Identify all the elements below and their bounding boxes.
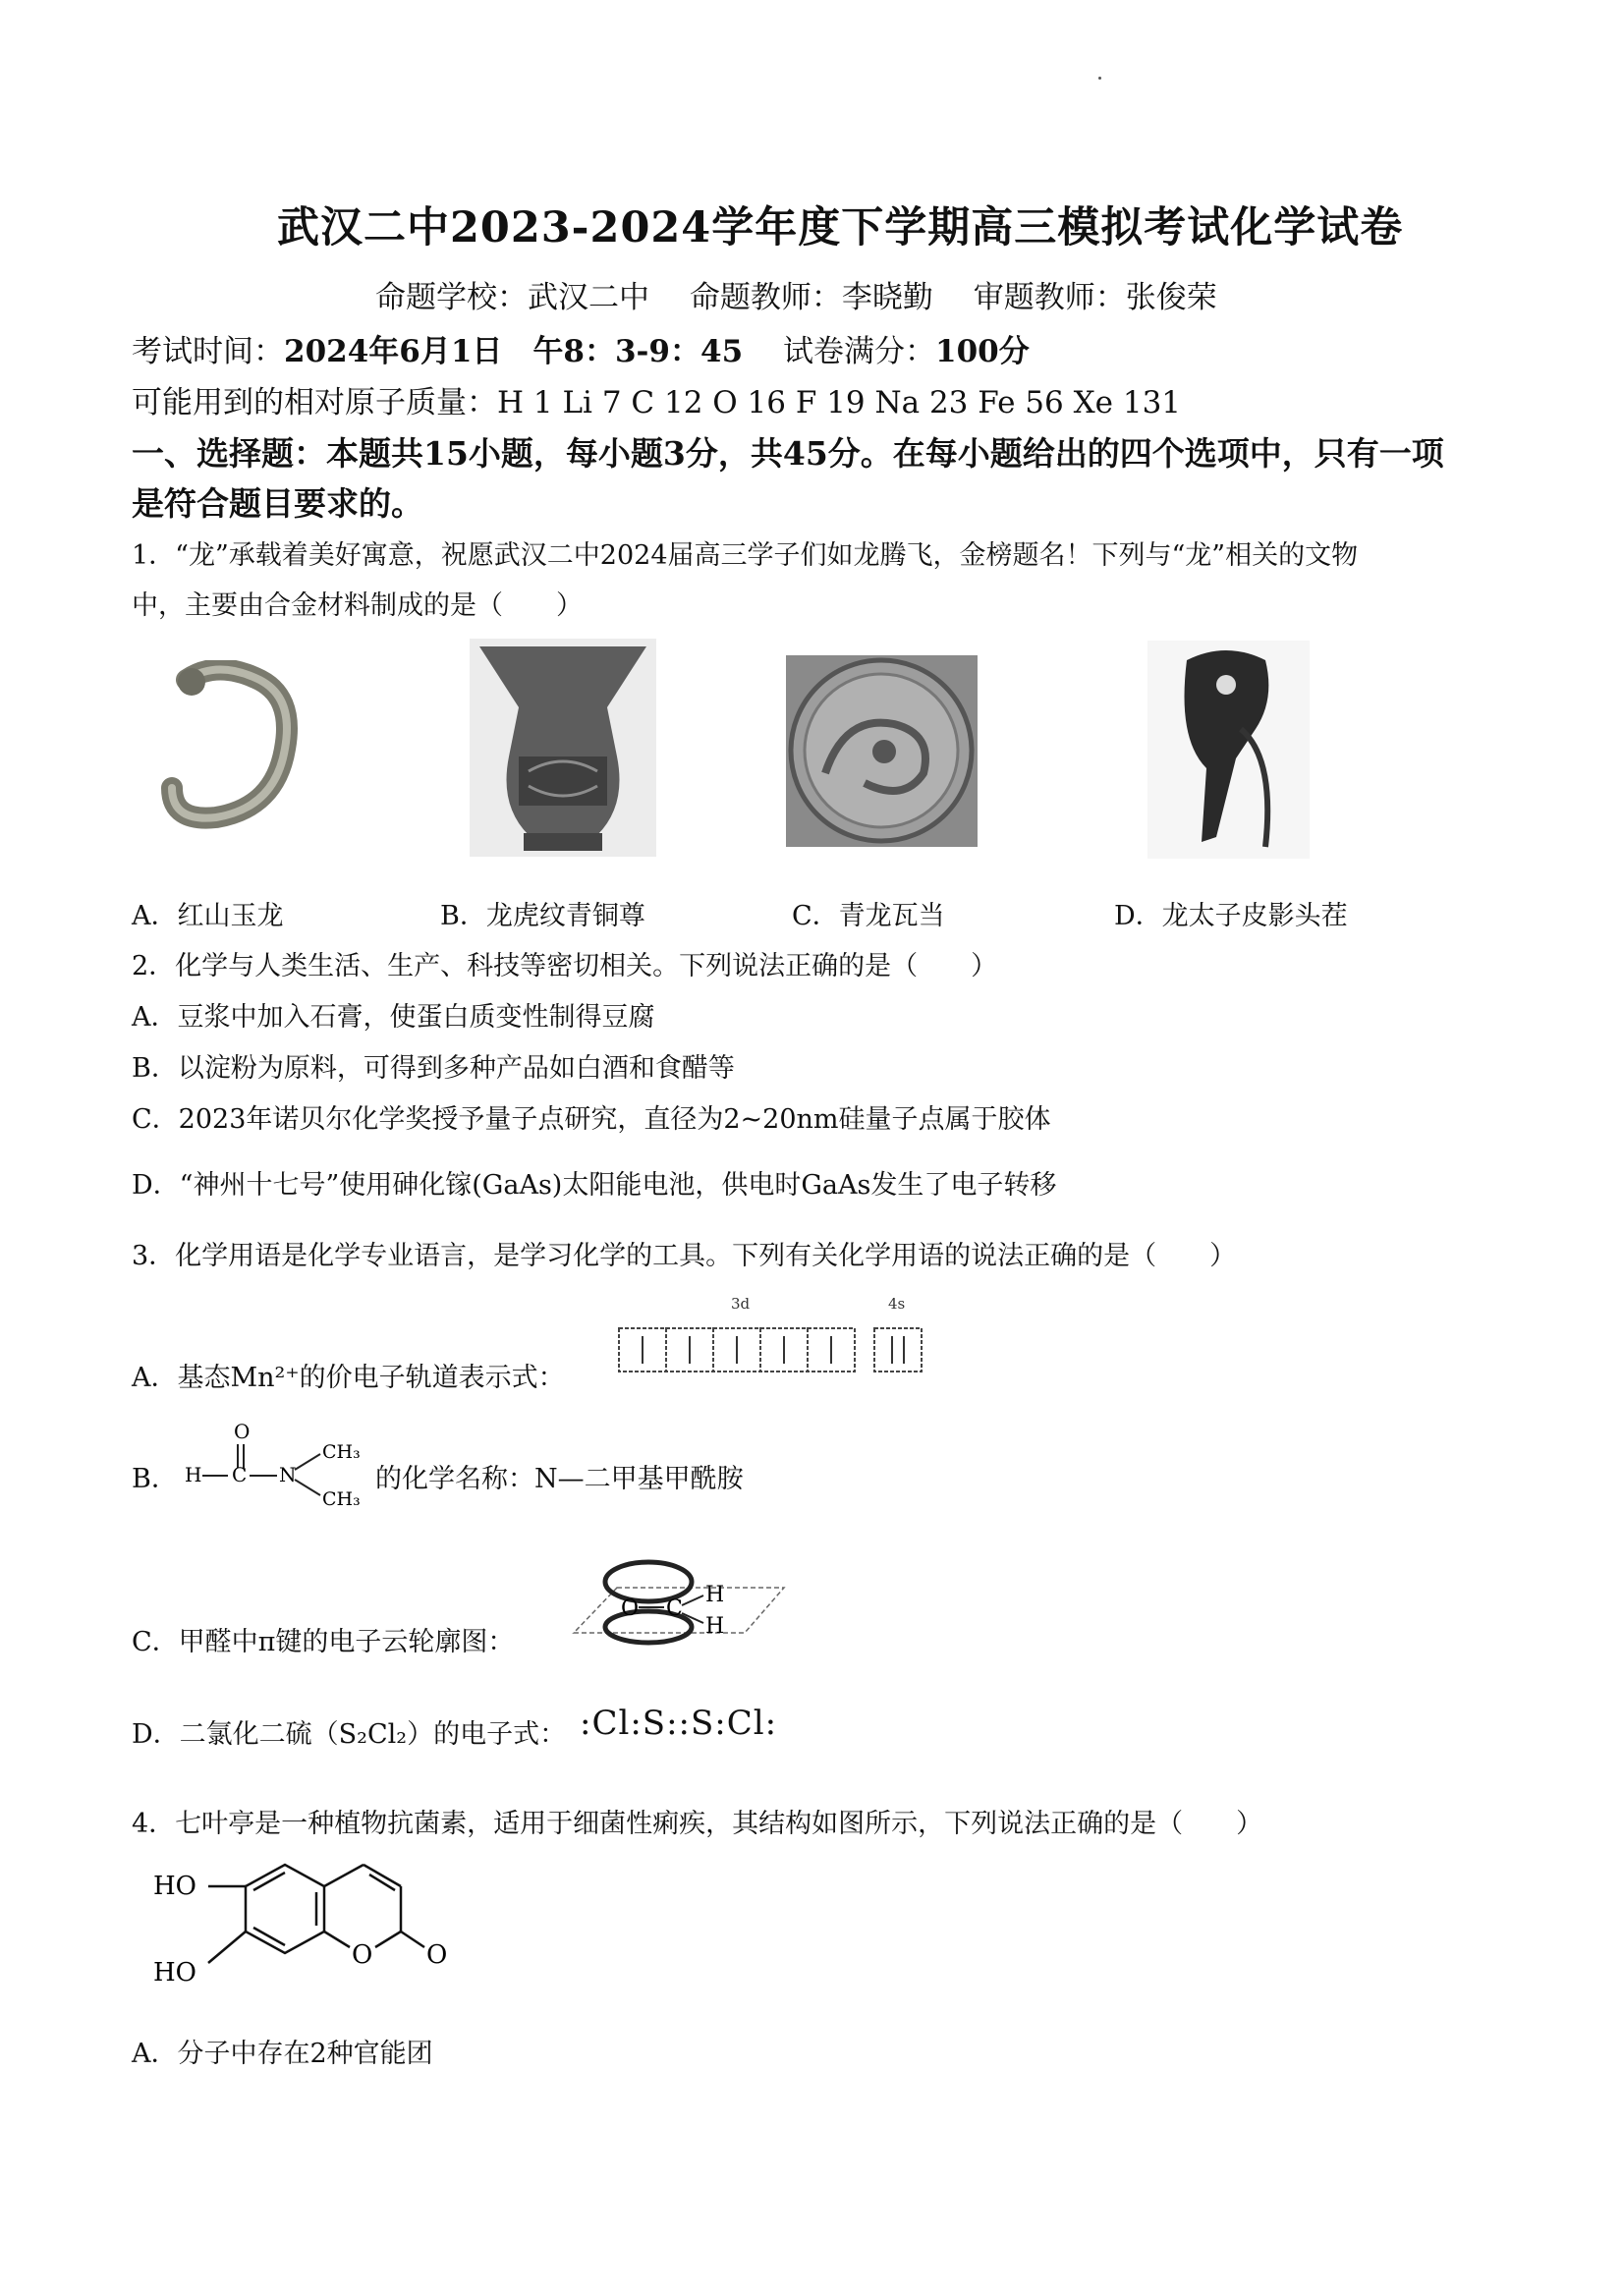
esculetin-structure — [147, 1855, 462, 1992]
section-heading-line1: 一、选择题：本题共15小题，每小题3分，共45分。在每小题给出的四个选项中，只有一项 — [132, 434, 1444, 473]
author-label: 命题教师：李晓勤 — [689, 280, 933, 315]
bronze-zun-image — [470, 639, 656, 857]
atomic-mass-line: 可能用到的相对原子质量：H 1 Li 7 C 12 O 16 F 19 Na 23 Fe 56 Xe 131 — [132, 385, 1182, 420]
cloud-c: C — [666, 1596, 683, 1621]
q1-stem-line1: 1．“龙”承载着美好寓意，祝愿武汉二中2024届高三学子们如龙腾飞，金榜题名！下列与“龙”相关的文物 — [132, 540, 1359, 571]
reviewer-label: 审题教师：张俊荣 — [973, 280, 1217, 315]
q1-option-c: C．青龙瓦当 — [792, 901, 945, 931]
cloud-o: O — [621, 1596, 640, 1621]
dmf-h: H — [185, 1463, 202, 1486]
dmf-n: N — [279, 1463, 297, 1486]
q3-option-b-suffix: 的化学名称：N—二甲基甲酰胺 — [375, 1464, 744, 1494]
cloud-h2: H — [705, 1614, 725, 1639]
full-score-label: 试卷满分： — [783, 334, 935, 369]
exam-time-value: 2024年6月1日 午8：3-9：45 — [284, 334, 744, 369]
page-title: 武汉二中2023-2024学年度下学期高三模拟考试化学试卷 — [277, 203, 1404, 252]
full-score-value: 100分 — [935, 334, 1030, 369]
dmf-ch3-top: CH₃ — [322, 1441, 361, 1463]
school-label: 命题学校：武汉二中 — [375, 280, 649, 315]
orbital-3d-label: 3d — [731, 1295, 751, 1313]
ho-top-label: HO — [153, 1872, 196, 1901]
q3-option-b-prefix: B． — [132, 1464, 178, 1494]
exam-time-label: 考试时间： — [132, 334, 284, 369]
dmf-c: C — [232, 1463, 248, 1486]
q4-option-a: A．分子中存在2种官能团 — [132, 2039, 433, 2069]
q2-option-c: C．2023年诺贝尔化学奖授予量子点研究，直径为2~20nm硅量子点属于胶体 — [132, 1104, 1051, 1135]
section-heading-line2: 是符合题目要求的。 — [132, 484, 423, 523]
dmf-o: O — [234, 1421, 251, 1443]
scan-speck — [1098, 77, 1101, 80]
q1-option-d: D．龙太子皮影头茬 — [1114, 901, 1348, 931]
ring-oxygen-label: O — [352, 1940, 373, 1970]
q3-stem: 3．化学用语是化学专业语言，是学习化学的工具。下列有关化学用语的说法正确的是（ ） — [132, 1241, 1237, 1271]
q1-option-b: B．龙虎纹青铜尊 — [440, 901, 645, 931]
q2-option-b: B．以淀粉为原料，可得到多种产品如白酒和食醋等 — [132, 1053, 735, 1084]
q3-option-c: C．甲醛中π键的电子云轮廓图： — [132, 1627, 515, 1657]
electron-formula: :Cl:S::S:Cl: — [580, 1704, 778, 1743]
tile-end-image — [786, 655, 978, 847]
q3-option-a: A．基态Mn²⁺的价电子轨道表示式： — [132, 1363, 565, 1393]
ho-bottom-label: HO — [153, 1958, 196, 1988]
q4-stem: 4．七叶亭是一种植物抗菌素，适用于细菌性痢疾，其结构如图所示，下列说法正确的是（ ） — [132, 1809, 1263, 1839]
exam-authors — [375, 272, 1217, 316]
orbital-diagram — [615, 1295, 929, 1383]
q3-option-d: D．二氯化二硫（S₂Cl₂）的电子式： — [132, 1719, 567, 1750]
exam-time-line — [132, 326, 1030, 370]
jade-dragon-image — [147, 660, 364, 837]
orbital-4s-label: 4s — [888, 1295, 906, 1313]
q2-option-d: D．“神州十七号”使用砷化镓(GaAs)太阳能电池，供电时GaAs发生了电子转移 — [132, 1170, 1057, 1201]
q1-stem-line2: 中，主要由合金材料制成的是（ ） — [132, 590, 583, 621]
cloud-h1: H — [705, 1583, 725, 1607]
pi-bond-cloud — [568, 1548, 794, 1647]
carbonyl-oxygen-label: O — [426, 1940, 448, 1970]
dmf-ch3-bottom: CH₃ — [322, 1488, 361, 1510]
dmf-structure — [183, 1421, 375, 1515]
shadow-puppet-image — [1147, 641, 1310, 859]
q1-option-a: A．红山玉龙 — [132, 901, 284, 931]
q2-option-a: A．豆浆中加入石膏，使蛋白质变性制得豆腐 — [132, 1002, 655, 1033]
q2-stem: 2．化学与人类生活、生产、科技等密切相关。下列说法正确的是（ ） — [132, 951, 998, 981]
